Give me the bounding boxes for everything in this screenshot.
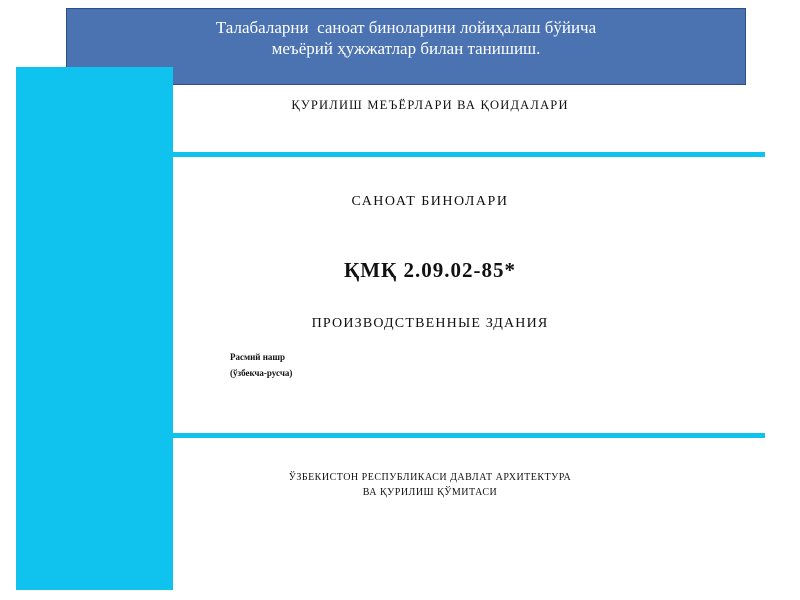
bottom-divider xyxy=(172,433,765,438)
russian-title: ПРОИЗВОДСТВЕННЫЕ ЗДАНИЯ xyxy=(311,316,549,331)
decorative-side-bar xyxy=(16,67,173,590)
document-code: ҚМҚ 2.09.02-85* xyxy=(343,258,517,282)
header-title-line-2: меъёрий ҳужжатлар билан танишиш. xyxy=(271,39,541,58)
buildings-title: САНОАТ БИНОЛАРИ xyxy=(351,194,509,209)
committee-line-1: ЎЗБЕКИСТОН РЕСПУБЛИКАСИ ДАВЛАТ АРХИТЕКТУРА xyxy=(288,472,572,483)
norms-title: ҚУРИЛИШ МЕЪЁРЛАРИ ВА ҚОИДАЛАРИ xyxy=(291,98,569,112)
header-title-line-1: Талабаларни саноат биноларини лойиҳалаш бўйича xyxy=(215,18,597,37)
top-divider xyxy=(172,152,765,157)
committee-line-2: ВА ҚУРИЛИШ ҚЎМИТАСИ xyxy=(362,487,498,498)
official-edition-note: Расмий нашр xyxy=(230,352,286,362)
language-note: (ўзбекча-русча) xyxy=(230,368,293,378)
